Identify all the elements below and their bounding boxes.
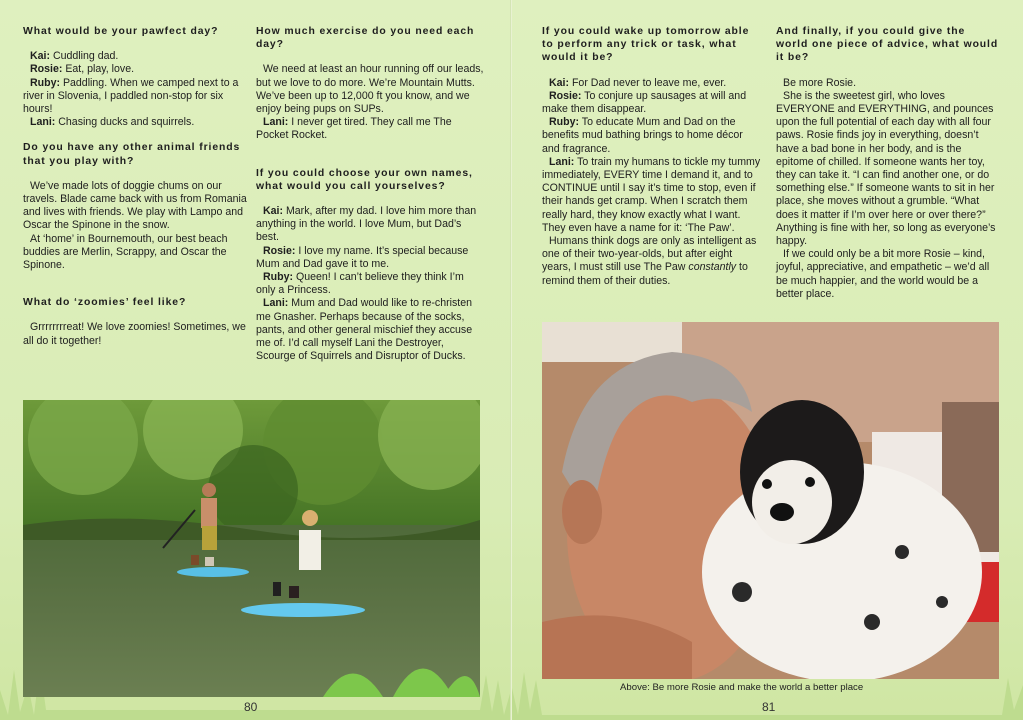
answer-paragraph: At ‘home’ in Bournemouth, our best beach buddies are Merlin, Scrappy, and Oscar the Spinone.: [23, 232, 228, 272]
answer-paragraph: Humans think dogs are only as intelligent as one of their two-year-olds, but after eight years, I must still use The Paw constantly to remind them of their duties.: [542, 235, 757, 287]
right-column-1: [542, 25, 762, 288]
answer-paragraph: Be more Rosie.: [783, 76, 857, 89]
answer-lani: Lani: Mum and Dad would like to re-christen me Gnasher. Perhaps because of the socks, pants, and other general mischief they accuse me of. I’d call myself Lani the Destroyer, Scourge of Squirrels and Disruptor of Ducks.: [256, 297, 473, 363]
left-page: [0, 0, 511, 720]
left-column-1: [23, 25, 248, 348]
river-paddleboard-photo: [23, 400, 480, 697]
answer-ruby: Ruby: To educate Mum and Dad on the benefits mud bathing brings to home décor and fragrance.: [542, 116, 743, 155]
question-heading: If you could choose your own names, what would you call yourselves?: [256, 167, 473, 192]
answer-kai: Kai: Mark, after my dad. I love him more than anything in the world. I love Mum, but Dad’s best.: [256, 205, 477, 244]
answer-kai: Kai: For Dad never to leave me, ever.: [549, 76, 727, 89]
answer-kai: Kai: Cuddling dad.: [30, 50, 119, 63]
left-column-2: [256, 25, 484, 363]
question-heading: Do you have any other animal friends that you play with?: [23, 142, 241, 167]
answer-rosie: Rosie: To conjure up sausages at will and make them disappear.: [542, 89, 747, 116]
question-heading: And finally, if you could give the world one piece of advice, what would it be?: [776, 26, 999, 64]
photo-caption: Above: Be more Rosie and make the world a better place: [620, 682, 864, 693]
answer-paragraph: We need at least an hour running off our leads, but we love to do more. We’re Mountain Mutts. We’ve been up to 12,000 ft you know, and we enjoy being pups on SUPs.: [256, 63, 484, 116]
page-number: 81: [762, 700, 776, 714]
answer-lani: Lani: I never get tired. They call me The Pocket Rocket.: [256, 116, 452, 142]
question-heading: What do ‘zoomies’ feel like?: [23, 297, 187, 309]
question-heading: If you could wake up tomorrow able to perform any trick or task, what would it be?: [542, 26, 750, 64]
right-page: [512, 0, 1023, 720]
answer-ruby: Ruby: Paddling. When we camped next to a river in Slovenia, I paddled non-stop for six hours!: [23, 76, 239, 116]
answer-paragraph: Grrrrrrrreat! We love zoomies! Sometimes, we all do it together!: [23, 321, 246, 347]
answer-paragraph: She is the sweetest girl, who loves EVERYONE and EVERYTHING, and pounces upon the full potential of each day with all four paws. Rosie finds joy in everything, doesn’t have a bad bone in her body, and is the epitome of chilled. If someone wants her toy, they can take it. “I can find another one, or do something else.” If someone wants to sit in her place, she moves without a grumble. “What does it matter if I’m over here or over there?” Anything is fine with her, so long as everyone’s happy.: [776, 89, 996, 248]
answer-paragraph: We’ve made lots of doggie chums on our travels. Blade came back with us from Romania and lives with friends. We play with Lampo and Oscar the Spinone in the snow.: [23, 179, 247, 232]
answer-paragraph: If we could only be a bit more Rosie – kind, joyful, appreciative, and empathetic – we’d all be much happier, and the world would be a better place.: [776, 248, 990, 300]
answer-lani: Lani: To train my humans to tickle my tummy immediately, EVERY time I demand it, and to CONTINUE until I say it’s time to stop, even if their hands get cramp. When I scratch them really hard, they know exactly what I want. They even have a name for it: ‘The Paw’.: [542, 155, 761, 234]
answer-rosie: Rosie: Eat, play, love.: [30, 63, 135, 76]
answer-lani: Lani: Chasing ducks and squirrels.: [30, 116, 195, 129]
page-number: 80: [244, 700, 258, 714]
question-heading: How much exercise do you need each day?: [256, 26, 475, 51]
right-column-2: [776, 25, 1001, 301]
man-with-dog-photo: [542, 322, 999, 679]
question-heading: What would be your pawfect day?: [23, 26, 219, 37]
answer-rosie: Rosie: I love my name. It’s special because Mum and Dad gave it to me.: [256, 244, 469, 270]
answer-ruby: Ruby: Queen! I can’t believe they think I’m only a Princess.: [256, 271, 464, 297]
